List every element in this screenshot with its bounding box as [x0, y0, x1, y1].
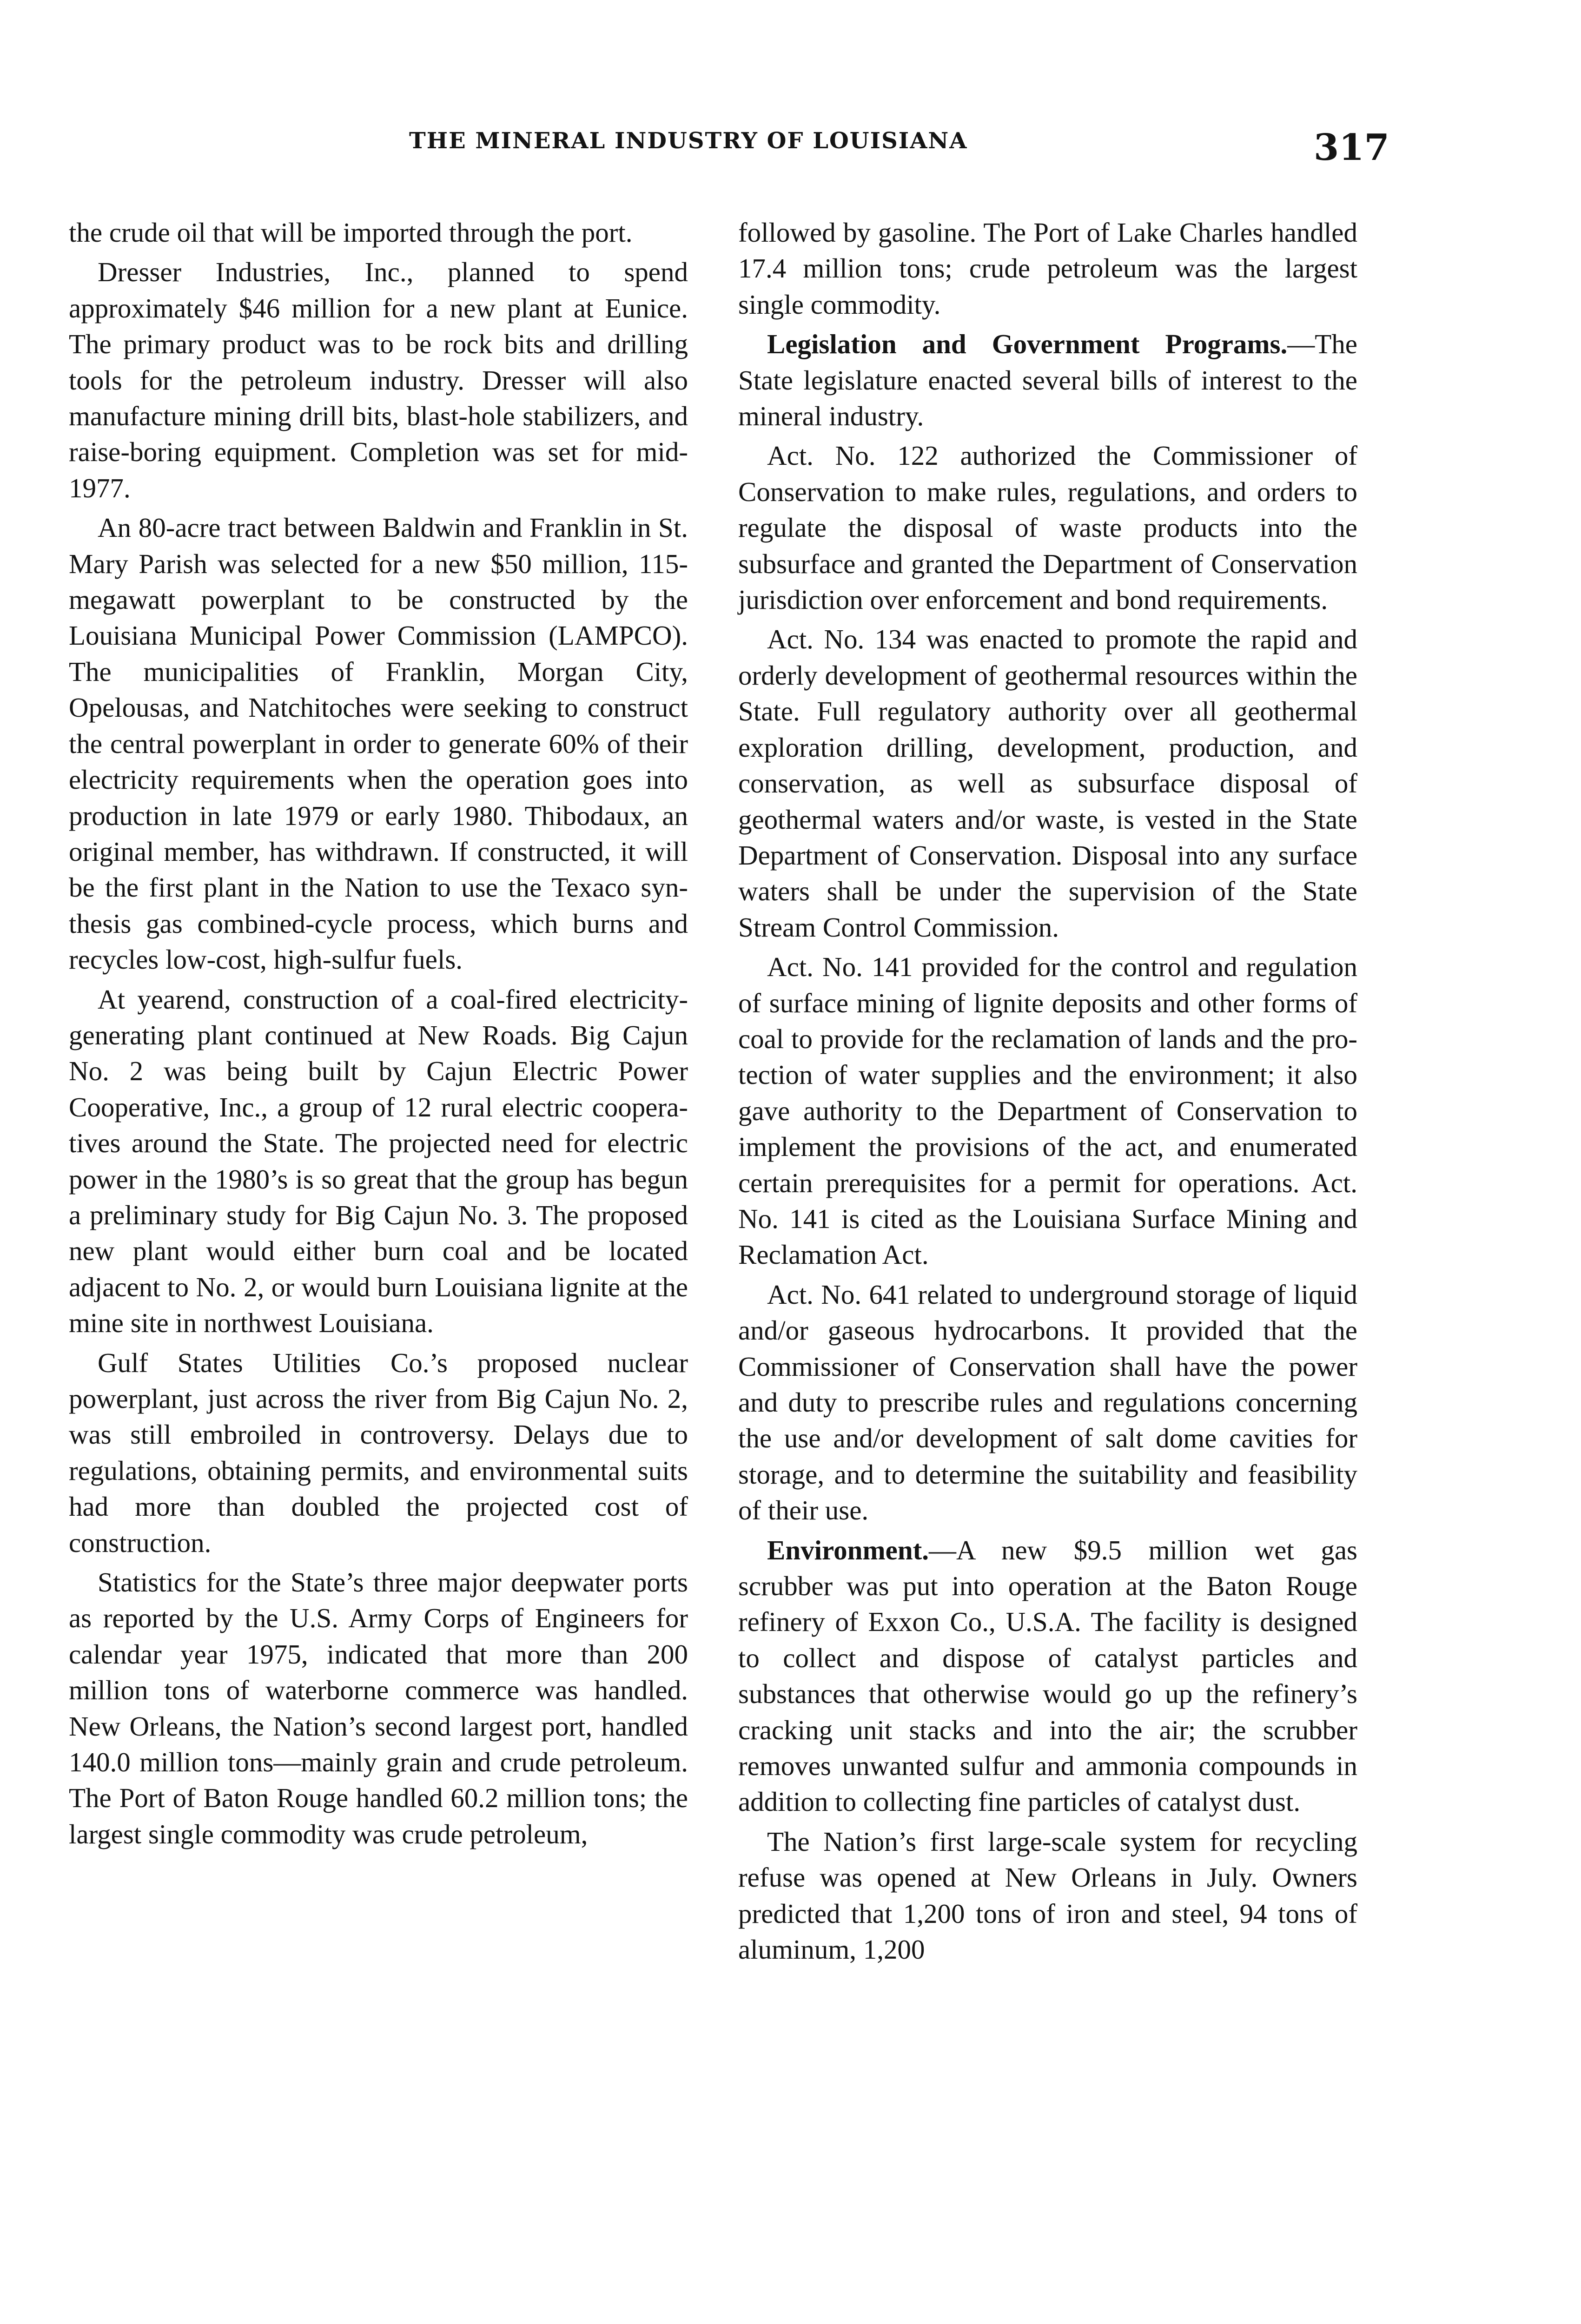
running-header: THE MINERAL INDUSTRY OF LOUISIANA [409, 128, 968, 154]
paragraph: followed by gasoline. The Port of Lake Charles handled 17.4 million tons; crude petroleum was the largest single commodity. [738, 217, 1357, 320]
paragraph: Act. No. 641 related to underground storage of liquid and/or gaseous hydrocarbons. It provided that the Commissioner of Conservation shall have the power and duty to prescribe rules and regulations concerning the use and/or development of salt dome cavities for storage, and to determine the suitability and feasibility of their use. [738, 1279, 1357, 1526]
paragraph-text: —A new $9.5 million wet gas scrubber was put into operation at the Baton Rouge refinery of Exxon Co., U.S.A. The facility is designed to collect and dispose of catalyst particles and substances that otherwise would go up the refinery’s cracking unit stacks and into the air; the scrubber removes unwanted sulfur and ammonia compounds in addition to collecting fine particles of catalyst dust. [738, 1534, 1357, 1817]
paragraph: The Nation’s first large-scale system for recycling refuse was opened at New Orleans in July. Owners predicted that 1,200 tons of iron and steel, 94 tons of aluminum, 1,200 [738, 1826, 1357, 1965]
paragraph: Act. No. 141 provided for the control and regulation of surface mining of lignite deposits and other forms of coal to provide for the reclamation of lands and the protection of water supplies and the environment; it also gave authority to the Department of Conservation to implement the provisions of the act, and enumerated certain prerequisites for a permit for operations. Act. No. 141 is cited as the Louisiana Surface Mining and Reclamation Act. [738, 951, 1357, 1270]
paragraph: An 80-acre tract between Baldwin and Franklin in St. Mary Parish was selected for a new $50 million, 115-megawatt powerplant to be constructed by the Louisiana Municipal Power Commission (LAMPCO). The municipalities of Franklin, Morgan City, Opelousas, and Natchitoches were seeking to construct the central powerplant in order to generate 60% of their electricity requirements when the operation goes into production in late 1979 or early 1980. Thibodaux, an original member, has withdrawn. If constructed, it will be the first plant in the Nation to use the Texaco synthesis gas combined-cycle process, which burns and recycles low-cost, high-sulfur fuels. [69, 512, 688, 975]
paragraph: Dresser Industries, Inc., planned to spend approximately $46 million for a new plant at Eunice. The primary product was to be rock bits and drilling tools for the petroleum industry. Dresser will also manufacture mining drill bits, blast-hole stabilizers, and raise-boring equipment. Completion was set for mid-1977. [69, 257, 688, 503]
section-heading-environment: Environment. [767, 1534, 929, 1565]
paragraph [738, 326, 1357, 434]
paragraph: Act. No. 134 was enacted to promote the rapid and orderly development of geothermal resources within the State. Full regulatory authority over all geothermal exploration drilling, development, production, and conservation, as well as subsurface disposal of geothermal waters and/or waste, is vested in the State Department of Conservation. Disposal into any surface waters shall be under the supervision of the State Stream Control Commission. [738, 624, 1357, 943]
page-number: 317 [1314, 126, 1389, 169]
paragraph: Gulf States Utilities Co.’s proposed nuclear powerplant, just across the river from Big Cajun No. 2, was still embroiled in controversy. Delays due to regulations, obtaining permits, and environmental suits had more than doubled the projected cost of construction. [69, 1347, 688, 1558]
paragraph: Act. No. 122 authorized the Commissioner of Conservation to make rules, regulations, and orders to regulate the disposal of waste products into the subsurface and granted the Department of Conservation jurisdiction over enforcement and bond requirements. [738, 440, 1357, 615]
paragraph: the crude oil that will be imported through the port. [69, 217, 633, 248]
paragraph: Statistics for the State’s three major deepwater ports as reported by the U.S. Army Corps of Engineers for calendar year 1975, indicated that more than 200 million tons of waterborne commerce was handled. New Orleans, the Nation’s second largest port, handled 140.0 million tons—mainly grain and crude petroleum. The Port of Baton Rouge handled 60.2 million tons; the largest single commodity was crude petroleum, [69, 1567, 688, 1849]
section-heading-legislation: Legislation and Government Programs. [767, 329, 1288, 360]
paragraph-text: —The State legislature enacted several bills of interest to the mineral industry. [738, 329, 1357, 432]
left-column [69, 215, 688, 1856]
right-column [738, 215, 1357, 1972]
paragraph: At yearend, construction of a coal-fired electricity-generating plant continued at New Roads. Big Cajun No. 2 was being built by Cajun Electric Power Cooperative, Inc., a group of 12 rural electric cooperatives around the State. The projected need for electric power in the 1980’s is so great that the group has begun a preliminary study for Big Cajun No. 3. The proposed new plant would either burn coal and be located adjacent to No. 2, or would burn Louisiana lignite at the mine site in northwest Louisiana. [69, 984, 688, 1339]
paragraph [738, 1532, 1357, 1820]
